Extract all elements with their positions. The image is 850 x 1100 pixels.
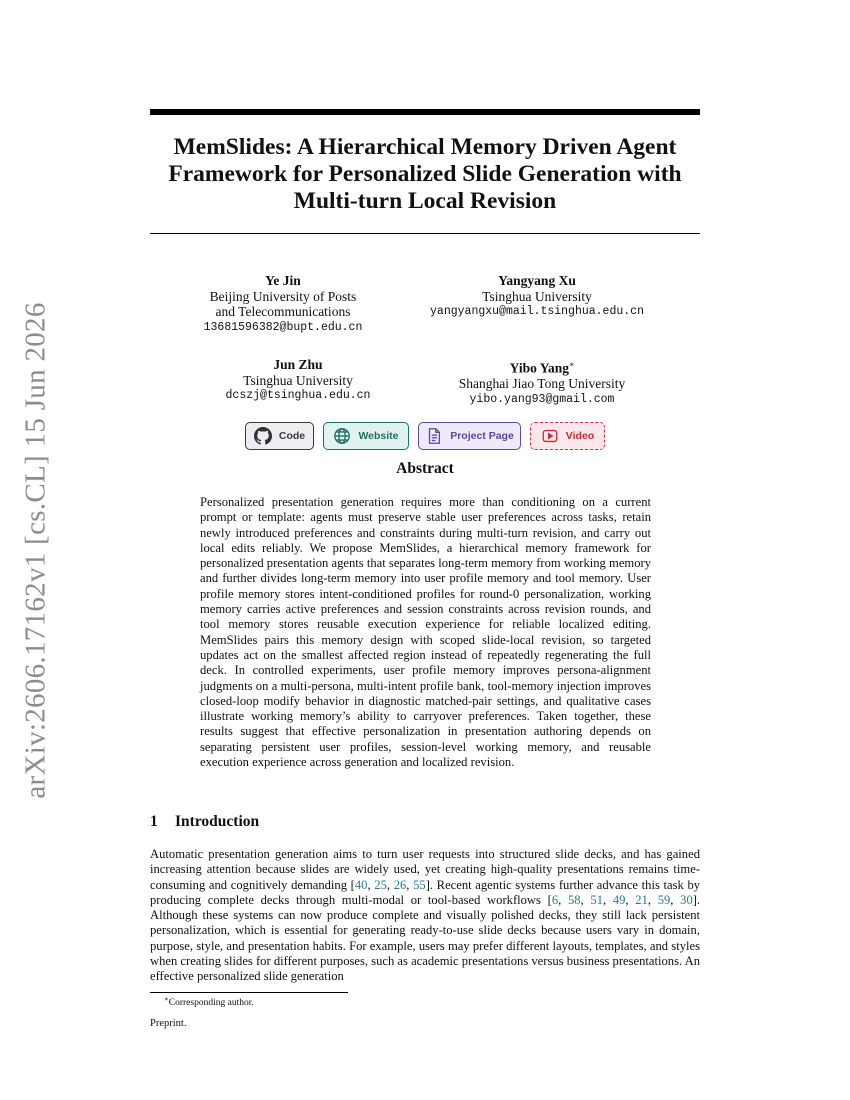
footnote-rule	[150, 992, 348, 993]
author-block	[412, 273, 662, 320]
corresponding-mark: ∗	[568, 360, 575, 369]
citation-link[interactable]: 49	[612, 892, 626, 907]
footnote-mark: ∗	[164, 995, 169, 1003]
code-button-label: Code	[278, 430, 306, 442]
citation-link[interactable]: 51	[590, 892, 603, 907]
abstract-text: Personalized presentation generation requires more than conditioning on a current prompt or template: agents must preserve stable user preferences across tasks, retain newly introduced preferences and constraints during multi-turn revision, and carry out local edits reliably. We propose MemSlides, a hierarchical memory framework for personalized presentation agents that separates long-term memory from working memory and further divides long-term memory into user profile memory and tool memory. User profile memory stores intent-conditioned profiles for round-0 personalization, working memory carries active preferences and session constraints across revision rounds, and tool memory stores reusable execution experience for reliable localized editing. MemSlides pairs this memory design with scoped slide-local revision, so targeted updates act on the smallest affected region instead of repeatedly regenerating the full deck. In controlled experiments, user profile memory improves persona-alignment judgments on a multi-persona, multi-intent profile bank, tool-memory injection improves closed-loop modify behavior in diagnostic matched-pair settings, and qualitative cases illustrate working memory’s ability to carryover preferences. Taken together, these results suggest that effective personalization in presentation authoring depends on separating persistent user profiles, session-level working memory, and reusable execution experience across generation and localized revision.	[200, 495, 651, 770]
footnote-text: Corresponding author.	[168, 998, 254, 1009]
author-affiliation: Shanghai Jiao Tong University	[458, 376, 626, 391]
introduction-paragraph: Automatic presentation generation aims to turn user requests into structured slide decks, and has gained increasing attention because slides are widely used, yet creating high-quality presentations remains time-consuming and cognitively demanding [40, 25, 26, 55]. Recent agentic systems further advance this task by producing complete decks through multi-modal or tool-based workflows [6, 58, 51, 49, 21, 59, 30]. Although these systems can now produce complete and visually polished decks, they still lack persistent personalization, which is essential for generating ready-to-use slide decks because users vary in domain, purpose, style, and presentation habits. For example, users may prefer different layouts, templates, and styles when creating slides for different purposes, such as academic presentations versus business presentations. An effective personalized slide generation	[150, 847, 701, 984]
author-affiliation: Tsinghua University	[243, 372, 353, 388]
video-button-label: Video	[565, 430, 595, 442]
author-name: Ye Jin	[265, 273, 301, 288]
intro-text: Automatic presentation generation aims to turn user requests into structured slide decks, and has gained increasing attention because slides are widely used, yet creating high-quality presentations remains time-consuming and cognitively demanding [	[150, 847, 700, 892]
document-icon	[425, 427, 443, 445]
author-name: Yangyang Xu	[498, 273, 576, 288]
video-button[interactable]	[530, 422, 605, 450]
author-affiliation: Tsinghua University	[482, 288, 592, 304]
intro-text: ]. Recent agentic systems further advance this task by producing complete decks through multi-modal or tool-based workflows [	[150, 877, 701, 907]
citation-link[interactable]: 6	[551, 892, 559, 907]
author-email[interactable]: yibo.yang93@gmail.com	[469, 392, 615, 406]
author-block	[432, 357, 652, 407]
author-name: Jun Zhu	[273, 357, 323, 372]
author-block	[198, 357, 398, 404]
github-icon	[254, 427, 272, 445]
citation-link[interactable]: 26	[393, 877, 407, 892]
author-email[interactable]: dcszj@tsinghua.edu.cn	[225, 389, 371, 402]
arxiv-stamp	[16, 301, 56, 799]
title-bottom-rule	[150, 233, 700, 234]
citation-link[interactable]: 21	[635, 892, 648, 907]
abstract-heading: Abstract	[396, 460, 454, 477]
footer-preprint: Preprint.	[150, 1018, 187, 1029]
author-affiliation: Beijing University of Posts and Telecommunications	[209, 288, 357, 319]
paper-title: MemSlides: A Hierarchical Memory Driven Agent Framework for Personalized Slide Generation with Multi-turn Local Revision	[168, 134, 682, 214]
intro-text: ]. Although these systems can now produce complete and visually polished decks, they still lack persistent personalization, which is essential for generating ready-to-use slide decks because users vary in domain, purpose, style, and presentation habits. For example, users may prefer different layouts, templates, and styles when creating slides for different purposes, such as academic presentations versus business presentations. An effective personalized slide generation	[150, 892, 701, 984]
website-button-label: Website	[358, 430, 399, 442]
footnote	[164, 995, 254, 1008]
citation-link[interactable]: 40	[354, 877, 368, 892]
citation-link[interactable]: 58	[567, 892, 581, 907]
section-title: Introduction	[175, 813, 260, 830]
section-number: 1	[150, 813, 158, 830]
globe-icon	[333, 427, 351, 445]
project-page-button-label: Project Page	[450, 430, 514, 442]
title-top-rule	[150, 109, 700, 115]
code-button[interactable]	[245, 422, 314, 450]
website-button[interactable]	[323, 422, 409, 450]
citation-link[interactable]: 30	[680, 892, 693, 907]
author-name-text: Yibo Yang	[509, 360, 569, 376]
play-icon	[541, 427, 559, 445]
project-page-button[interactable]	[418, 422, 521, 450]
citation-link[interactable]: 59	[657, 892, 671, 907]
author-email[interactable]: yangyangxu@mail.tsinghua.edu.cn	[430, 305, 644, 318]
citation-link[interactable]: 25	[374, 877, 387, 892]
arxiv-identifier: arXiv:2606.17162v1 [cs.CL] 15 Jun 2026	[19, 301, 52, 799]
section-heading	[150, 813, 259, 831]
author-block	[183, 273, 383, 335]
citation-link[interactable]: 55	[413, 877, 426, 892]
resource-links	[0, 422, 850, 450]
author-name	[432, 357, 652, 376]
author-email[interactable]: 13681596382@bupt.edu.cn	[203, 320, 363, 334]
